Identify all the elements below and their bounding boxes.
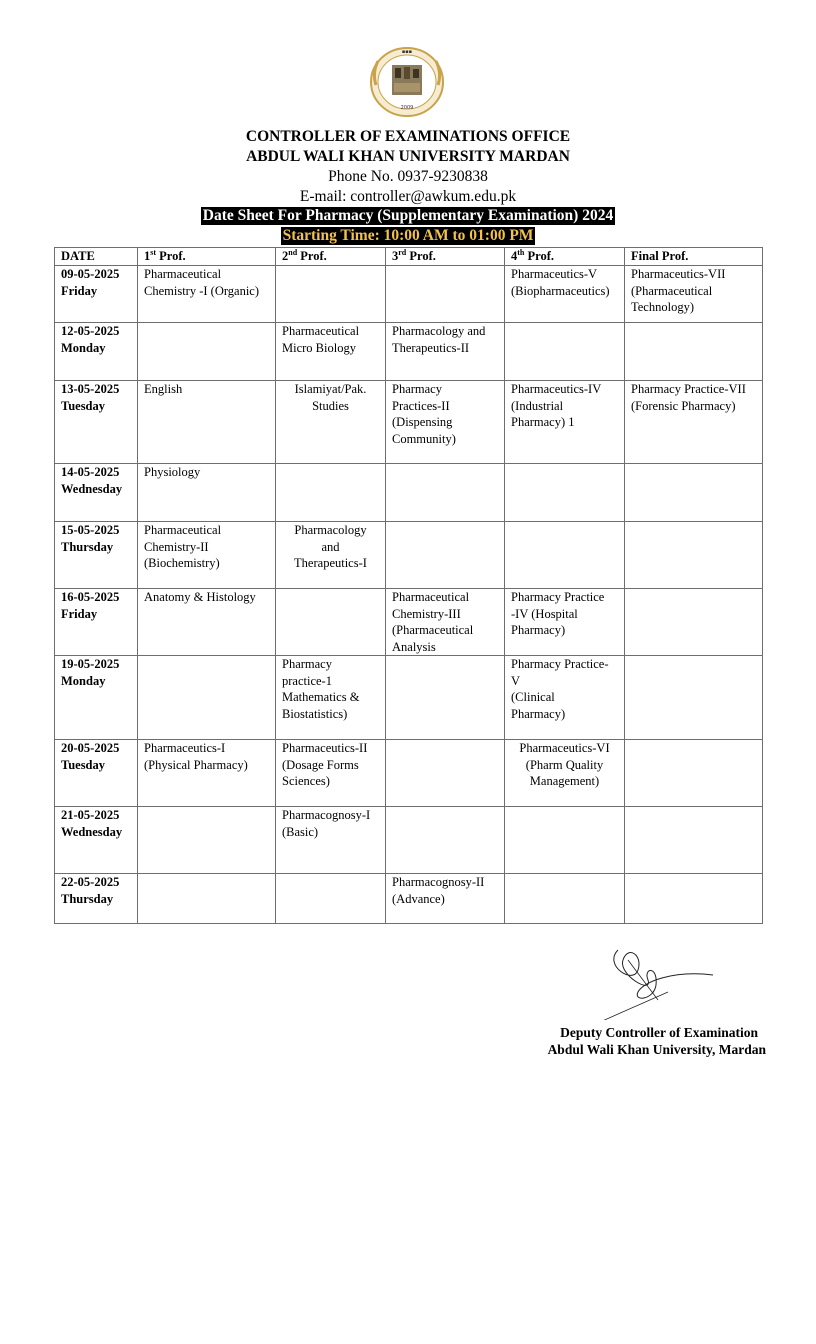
prof-2-cell [276,874,386,924]
table-row [55,381,763,464]
table-row [55,464,763,522]
subject-text: Islamiyat/Pak. Studies [294,382,367,413]
header-1st-prof: 1st Prof. [138,248,276,266]
table-row [55,874,763,924]
prof-5-cell [625,740,763,807]
prof-2-cell [276,656,386,740]
prof-3-cell [386,464,505,522]
date-cell [55,874,138,924]
prof-1-cell [138,807,276,874]
exam-date: 15-05-2025 [61,523,120,537]
prof-2-cell [276,381,386,464]
exam-day: Monday [61,340,106,355]
starting-time-row [0,227,816,245]
prof-1-cell [138,522,276,589]
starting-time: Starting Time: 10:00 AM to 01:00 PM [282,227,534,244]
subject-text: Pharmacology and Therapeutics-I [294,523,367,570]
subject-text: Pharmacy Practice- V (Clinical Pharmacy) [511,657,609,721]
prof-5-cell [625,589,763,656]
prof-3-cell [386,656,505,740]
date-cell [55,740,138,807]
exam-date: 21-05-2025 [61,808,120,822]
prof-5-cell [625,323,763,381]
date-cell [55,381,138,464]
subject-text: Pharmacology and Therapeutics-II [392,324,486,355]
date-cell [55,807,138,874]
email-address: E-mail: controller@awkum.edu.pk [299,188,517,205]
subject-text: Pharmacognosy-I (Basic) [282,808,371,839]
date-sheet-title: Date Sheet For Pharmacy (Supplementary Examination) 2024 [202,207,614,224]
exam-day: Thursday [61,539,114,554]
exam-day: Wednesday [61,481,123,496]
subject-text: Physiology [144,465,201,479]
prof-1-cell [138,874,276,924]
date-cell [55,464,138,522]
exam-date: 22-05-2025 [61,875,120,889]
subject-text: Pharmacy Practice-VII (Forensic Pharmacy) [631,382,746,413]
prof-3-cell [386,589,505,656]
exam-day: Friday [61,606,98,621]
exam-day: Tuesday [61,757,106,772]
subject-text: Pharmaceutics-II (Dosage Forms Sciences) [282,741,368,788]
prof-2-cell [276,807,386,874]
prof-4-cell [505,656,625,740]
prof-1-cell [138,589,276,656]
prof-3-cell [386,323,505,381]
prof-5-cell [625,807,763,874]
exam-date: 12-05-2025 [61,324,120,338]
signatory-title: Deputy Controller of Examination [560,1025,758,1040]
table-row [55,740,763,807]
subject-text: Pharmacy Practice -IV (Hospital Pharmacy) [511,590,605,637]
prof-1-cell [138,464,276,522]
prof-3-cell [386,522,505,589]
exam-date: 16-05-2025 [61,590,120,604]
prof-2-cell [276,522,386,589]
office-title: CONTROLLER OF EXAMINATIONS OFFICE [245,128,571,145]
university-logo-icon [366,45,448,119]
header-final-prof: Final Prof. [625,248,763,266]
subject-text: Pharmaceutical Chemistry -I (Organic) [144,267,260,298]
prof-4-cell [505,807,625,874]
prof-5-cell [625,464,763,522]
date-sheet-title-row [0,207,816,225]
exam-day: Monday [61,673,106,688]
subject-text: English [144,382,183,396]
header-date: DATE [55,248,138,266]
table-row [55,589,763,656]
exam-date: 14-05-2025 [61,465,120,479]
prof-3-cell [386,266,505,323]
prof-3-cell [386,807,505,874]
table-row [55,522,763,589]
prof-1-cell [138,740,276,807]
prof-4-cell [505,740,625,807]
subject-text: Pharmacy practice-1 Mathematics & Biostatistics) [282,657,360,721]
subject-text: Pharmaceutical Chemistry-III (Pharmaceutical Analysis [392,590,474,654]
subject-text: Pharmaceutics-VI (Pharm Quality Management) [519,741,610,788]
table-row [55,807,763,874]
prof-3-cell [386,874,505,924]
prof-2-cell [276,740,386,807]
prof-5-cell [625,874,763,924]
date-cell [55,656,138,740]
header-4th-prof: 4th Prof. [505,248,625,266]
prof-5-cell [625,266,763,323]
signatory-institution: Abdul Wali Khan University, Mardan [547,1042,766,1057]
prof-1-cell [138,266,276,323]
prof-4-cell [505,522,625,589]
table-header-row [55,248,763,266]
header-2nd-prof: 2nd Prof. [276,248,386,266]
subject-text: Pharmacy Practices-II (Dispensing Community) [392,382,456,446]
prof-4-cell [505,381,625,464]
exam-day: Thursday [61,891,114,906]
subject-text: Pharmaceutics-IV (Industrial Pharmacy) 1 [511,382,602,429]
subject-text: Anatomy & Histology [144,590,256,604]
prof-1-cell [138,656,276,740]
subject-text: Pharmaceutical Chemistry-II (Biochemistry) [144,523,222,570]
table-row [55,656,763,740]
prof-4-cell [505,323,625,381]
exam-date: 20-05-2025 [61,741,120,755]
exam-day: Wednesday [61,824,123,839]
prof-2-cell [276,589,386,656]
subject-text: Pharmaceutics-I (Physical Pharmacy) [144,741,248,772]
prof-2-cell [276,464,386,522]
prof-2-cell [276,323,386,381]
subject-text: Pharmaceutics-VII (Pharmaceutical Technology) [631,267,726,314]
table-row [55,323,763,381]
subject-text: Pharmacognosy-II (Advance) [392,875,485,906]
subject-text: Pharmaceutics-V (Biopharmaceutics) [511,267,610,298]
prof-4-cell [505,589,625,656]
exam-date: 13-05-2025 [61,382,120,396]
date-cell [55,522,138,589]
prof-5-cell [625,656,763,740]
exam-date: 09-05-2025 [61,267,120,281]
prof-4-cell [505,266,625,323]
subject-text: Pharmaceutical Micro Biology [282,324,360,355]
svg-text:▪▪▪: ▪▪▪ [401,49,413,55]
university-name: ABDUL WALI KHAN UNIVERSITY MARDAN [246,148,570,165]
exam-day: Tuesday [61,398,106,413]
table-row [55,266,763,323]
date-cell [55,266,138,323]
prof-1-cell [138,323,276,381]
prof-5-cell [625,522,763,589]
exam-date: 19-05-2025 [61,657,120,671]
prof-4-cell [505,464,625,522]
prof-5-cell [625,381,763,464]
phone-number: Phone No. 0937-9230838 [328,168,488,185]
date-cell [55,323,138,381]
prof-4-cell [505,874,625,924]
prof-3-cell [386,381,505,464]
header-3rd-prof: 3rd Prof. [386,248,505,266]
prof-2-cell [276,266,386,323]
date-sheet-table [54,247,763,924]
date-cell [55,589,138,656]
exam-day: Friday [61,283,98,298]
signature-icon [598,940,718,1020]
prof-1-cell [138,381,276,464]
logo-year: 2009 [400,105,414,111]
prof-3-cell [386,740,505,807]
